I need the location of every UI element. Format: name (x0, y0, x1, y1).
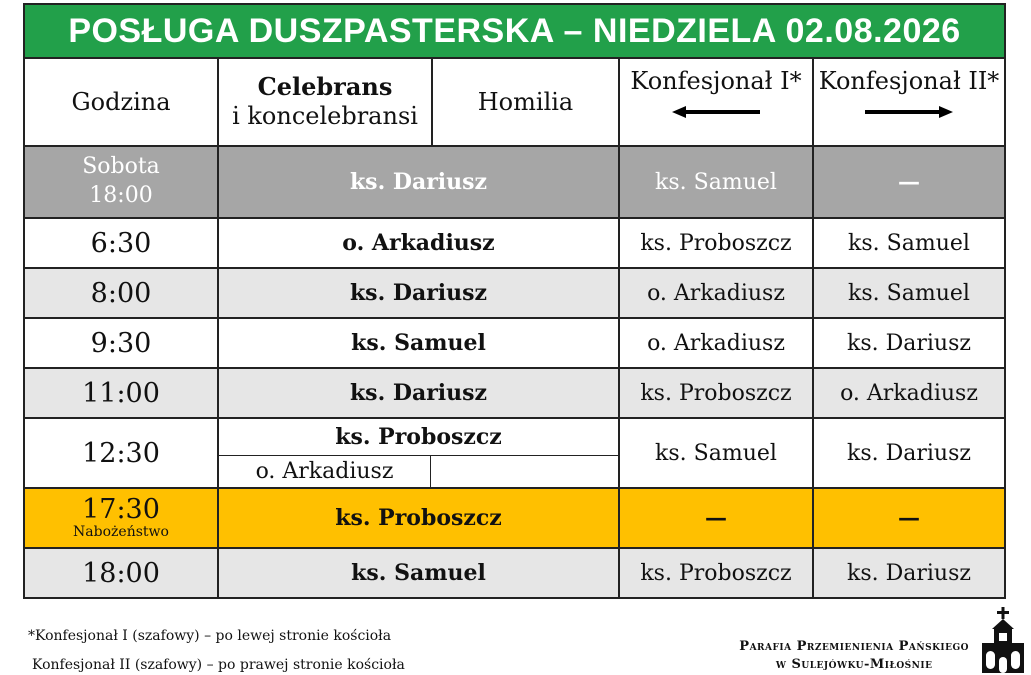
row-konf2: o. Arkadiusz (814, 369, 1004, 419)
row-konf1: o. Arkadiusz (620, 269, 814, 319)
row-celebrant: ks. Proboszcz (219, 419, 620, 456)
row-time: 18:00 (25, 549, 219, 597)
row-konf1: ks. Proboszcz (620, 549, 814, 597)
row-konf1: — (620, 489, 814, 549)
row-time: 12:30 (25, 419, 219, 489)
row-sobota-konf2: — (814, 147, 1004, 219)
row-sobota-konf1: ks. Samuel (620, 147, 814, 219)
row-konf2: ks. Samuel (814, 219, 1004, 269)
row-konf2: ks. Samuel (814, 269, 1004, 319)
church-icon (978, 607, 1028, 673)
header-konf2-label: Konfesjonał II* (818, 67, 1000, 95)
row-konf1: ks. Proboszcz (620, 369, 814, 419)
row-konf2: ks. Dariusz (814, 419, 1004, 489)
parish-name-line2: w Sulejówku-Miłośnie (775, 657, 933, 673)
parish-name-line1: Parafia Przemienienia Pańskiego (739, 639, 969, 654)
header-homilia: Homilia (433, 59, 620, 147)
arrow-right-icon (865, 106, 953, 118)
row-time: 8:00 (25, 269, 219, 319)
header-godzina: Godzina (25, 59, 219, 147)
row-homilia (431, 456, 620, 489)
header-celebrans-label: Celebrans (257, 72, 393, 102)
parish-name (739, 638, 969, 674)
row-sobota-celebrant: ks. Dariusz (219, 147, 620, 219)
header-koncelebransi-label: i koncelebransi (232, 102, 418, 130)
row-konf2: ks. Dariusz (814, 319, 1004, 369)
row-celebrant: ks. Samuel (219, 319, 620, 369)
footnote-konf1: *Konfesjonał I (szafowy) – po lewej stronie kościoła (28, 628, 392, 644)
page-title: POSŁUGA DUSZPASTERSKA – NIEDZIELA 02.08.2026 (23, 3, 1006, 57)
row-time-label: 18:00 (89, 183, 153, 208)
row-celebrant: ks. Proboszcz (219, 489, 620, 549)
row-day-label: Sobota (82, 154, 160, 180)
footnote-konf2: Konfesjonał II (szafowy) – po prawej stronie kościoła (32, 657, 405, 673)
header-konf1 (620, 59, 814, 147)
arrow-left-icon (672, 106, 760, 118)
row-concelebrant: o. Arkadiusz (219, 456, 431, 489)
row-konf1: ks. Proboszcz (620, 219, 814, 269)
row-time (25, 489, 219, 549)
row-konf2: ks. Dariusz (814, 549, 1004, 597)
row-celebrant: ks. Dariusz (219, 269, 620, 319)
header-konf1-label: Konfesjonał I* (630, 67, 802, 95)
schedule-table (23, 57, 1006, 599)
row-konf2: — (814, 489, 1004, 549)
row-time-label: 17:30 (82, 494, 160, 526)
header-celebrans (219, 59, 433, 147)
row-konf1: ks. Samuel (620, 419, 814, 489)
row-time-note: Nabożeństwo (73, 524, 169, 541)
row-celebrant: ks. Samuel (219, 549, 620, 597)
row-time: 6:30 (25, 219, 219, 269)
row-sobota-time (25, 147, 219, 219)
row-time: 9:30 (25, 319, 219, 369)
row-konf1: o. Arkadiusz (620, 319, 814, 369)
header-konf2 (814, 59, 1004, 147)
row-celebrant: ks. Dariusz (219, 369, 620, 419)
row-celebrant: o. Arkadiusz (219, 219, 620, 269)
row-time: 11:00 (25, 369, 219, 419)
